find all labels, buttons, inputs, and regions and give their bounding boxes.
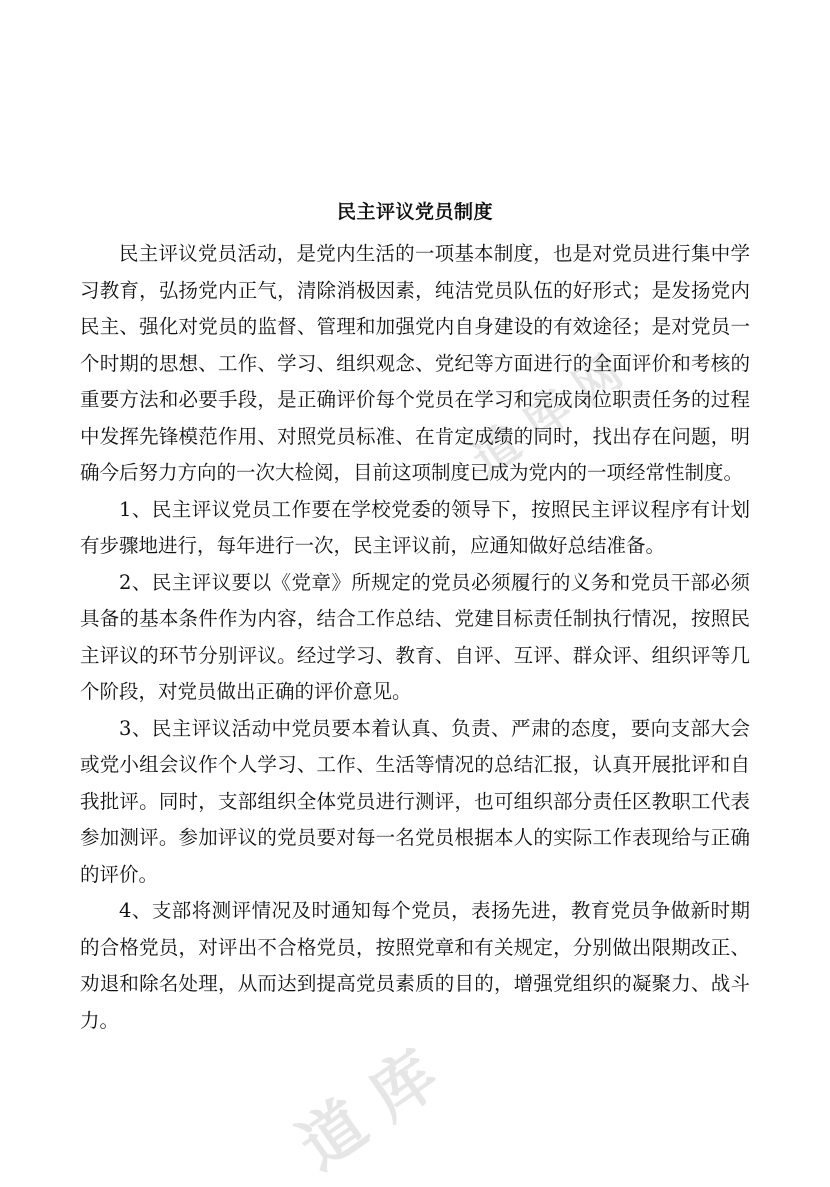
- watermark: 道 库 网: [461, 344, 632, 487]
- document-title: 民主评议党员制度: [336, 201, 493, 223]
- document-body: [80, 236, 750, 1039]
- rule-paragraph-2: 2、民主评议要以《党章》所规定的党员必须履行的义务和党员干部必须具备的基本条件作为内容，结合工作总结、党建目标责任制执行情况，按照民主评议的环节分别评议。经过学习、教育、自评、互评、群众评、组织评等几个阶段，对党员做出正确的评价意见。: [80, 570, 750, 703]
- rule-paragraph-3: 3、民主评议活动中党员要本着认真、负责、严肃的态度，要向支部大会或党小组会议作个人学习、工作、生活等情况的总结汇报，认真开展批评和自我批评。同时，支部组织全体党员进行测评，也可组织部分责任区教职工代表参加测评。参加评议的党员要对每一名党员根据本人的实际工作表现给与正确的评价。: [80, 716, 750, 886]
- rule-paragraph-1: 1、民主评议党员工作要在学校党委的领导下，按照民主评议程序有计划有步骤地进行，每年进行一次，民主评议前，应通知做好总结准备。: [80, 497, 750, 557]
- rule-paragraph-4: 4、支部将测评情况及时通知每个党员，表扬先进，教育党员争做新时期的合格党员，对评出不合格党员，按照党章和有关规定，分别做出限期改正、劝退和除名处理，从而达到提高党员素质的目的，增强党组织的凝聚力、战斗力。: [80, 899, 750, 1032]
- intro-paragraph: 民主评议党员活动，是党内生活的一项基本制度，也是对党员进行集中学习教育，弘扬党内正气，清除消极因素，纯洁党员队伍的好形式；是发扬党内民主、强化对党员的监督、管理和加强党内自身建设的有效途径；是对党员一个时期的思想、工作、学习、组织观念、党纪等方面进行的全面评价和考核的重要方法和必要手段，是正确评价每个党员在学习和完成岗位职责任务的过程中发挥先锋模范作用、对照党员标准、在肯定成绩的同时，找出存在问题，明确今后努力方向的一次大检阅，目前这项制度已成为党内的一项经常性制度。: [80, 242, 750, 484]
- watermark: 道 库: [285, 1037, 452, 1185]
